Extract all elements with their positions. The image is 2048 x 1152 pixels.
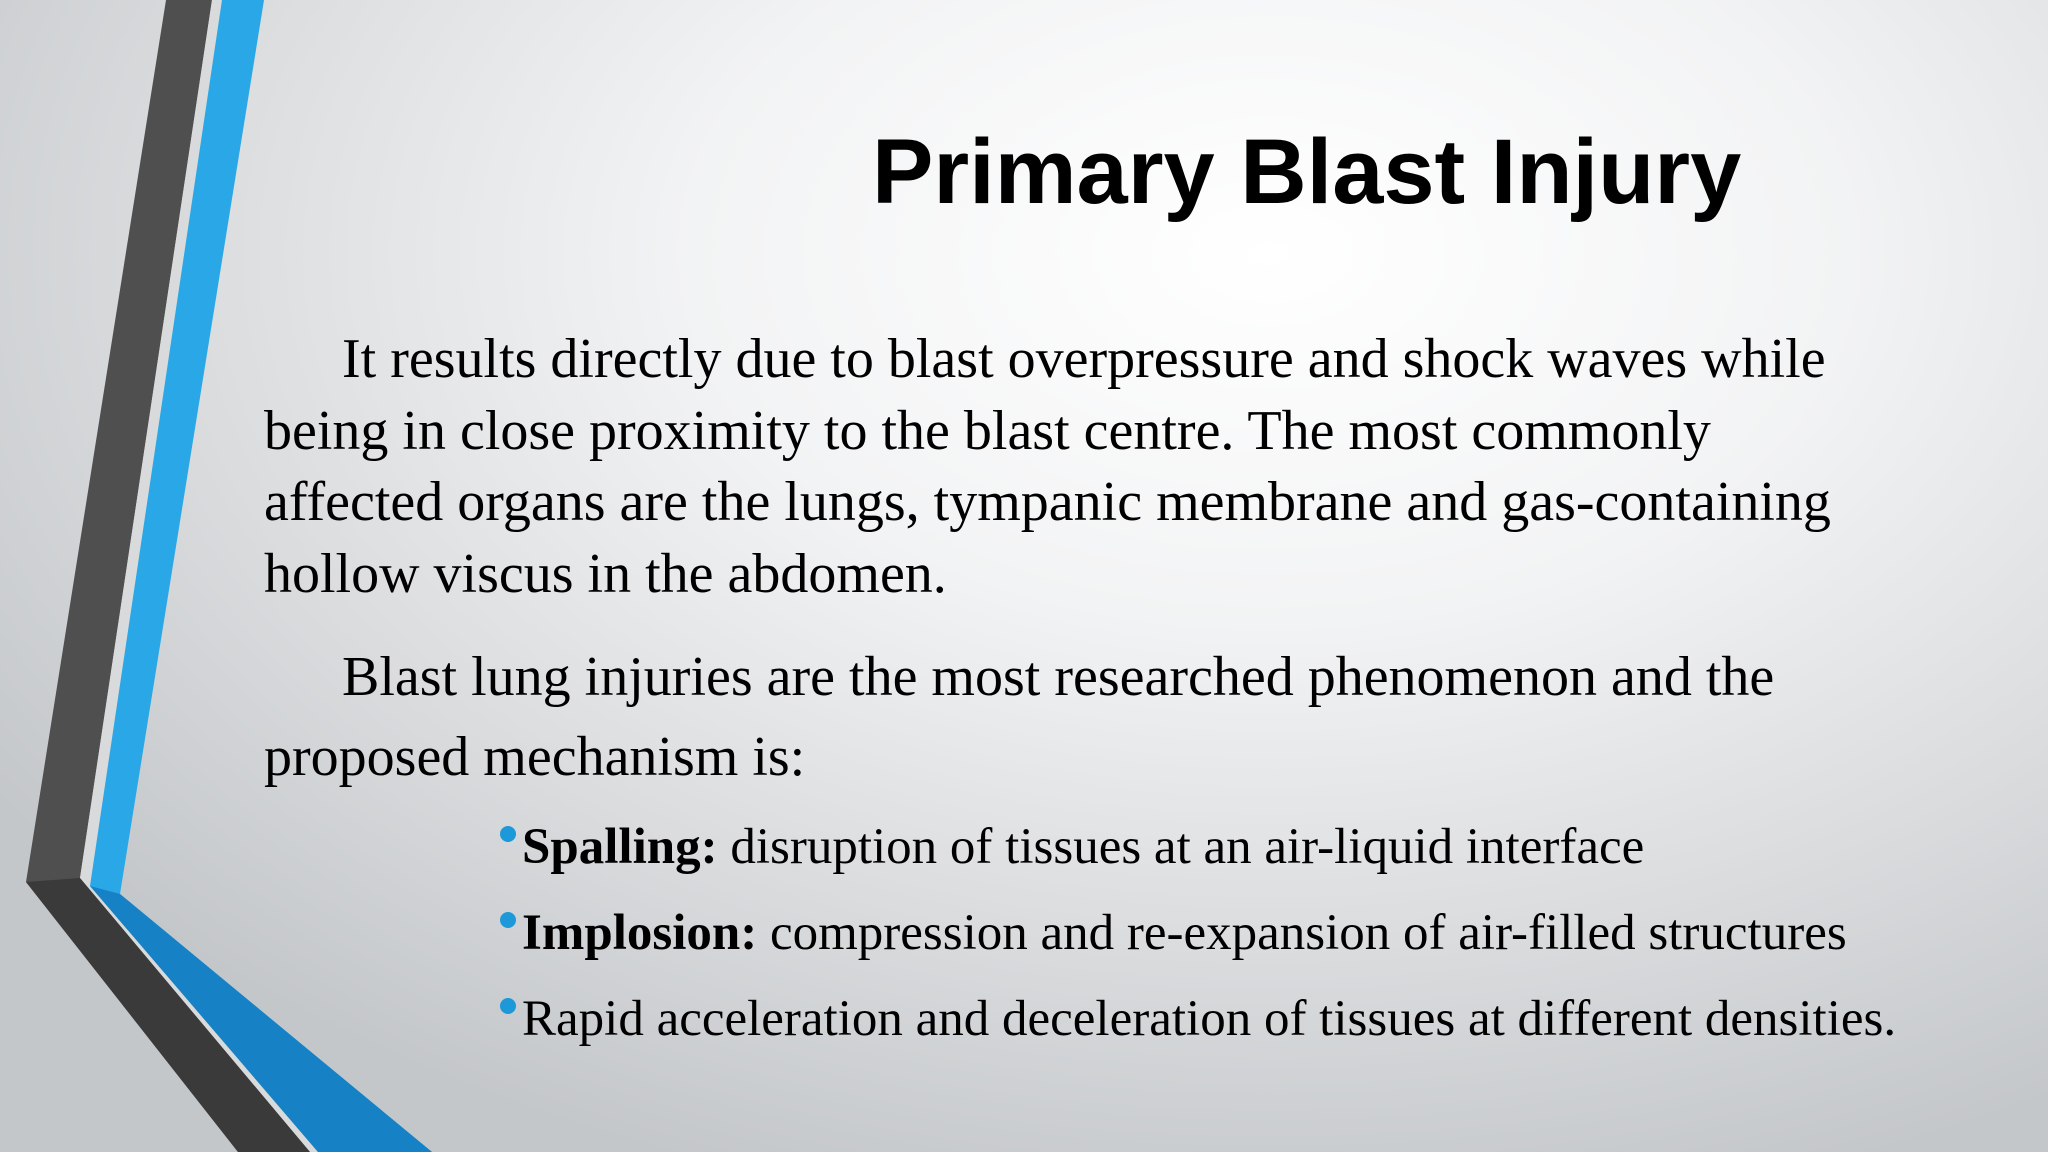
list-item [496,900,2036,986]
mechanism-list [496,814,2036,1072]
mechanism-description: compression and re-expansion of air-filled structures [757,905,1847,961]
bullet-dot-icon [500,912,516,928]
list-item [496,814,2036,900]
mechanism-term: Implosion: [522,905,758,961]
decor-gray-lower [26,878,310,1152]
slide-title: Primary Blast Injury [872,121,1742,223]
intro-paragraph: It results directly due to blast overpressure and shock waves while being in close proximity to the blast centre. The most commonly affected organs are the lungs, tympanic membrane and gas-containing hollow viscus in the abdomen. [264,328,1831,605]
bullet-dot-icon [500,826,516,842]
bullet-dot-icon [500,998,516,1014]
mechanism-description: Rapid acceleration and deceleration of tissues at different densities. [522,991,1897,1047]
mechanism-description: disruption of tissues at an air-liquid interface [717,819,1645,875]
list-item [496,986,2036,1072]
mechanism-intro-paragraph: Blast lung injuries are the most researched phenomenon and the proposed mechanism is: [264,646,1775,788]
mechanism-term: Spalling: [522,819,718,875]
